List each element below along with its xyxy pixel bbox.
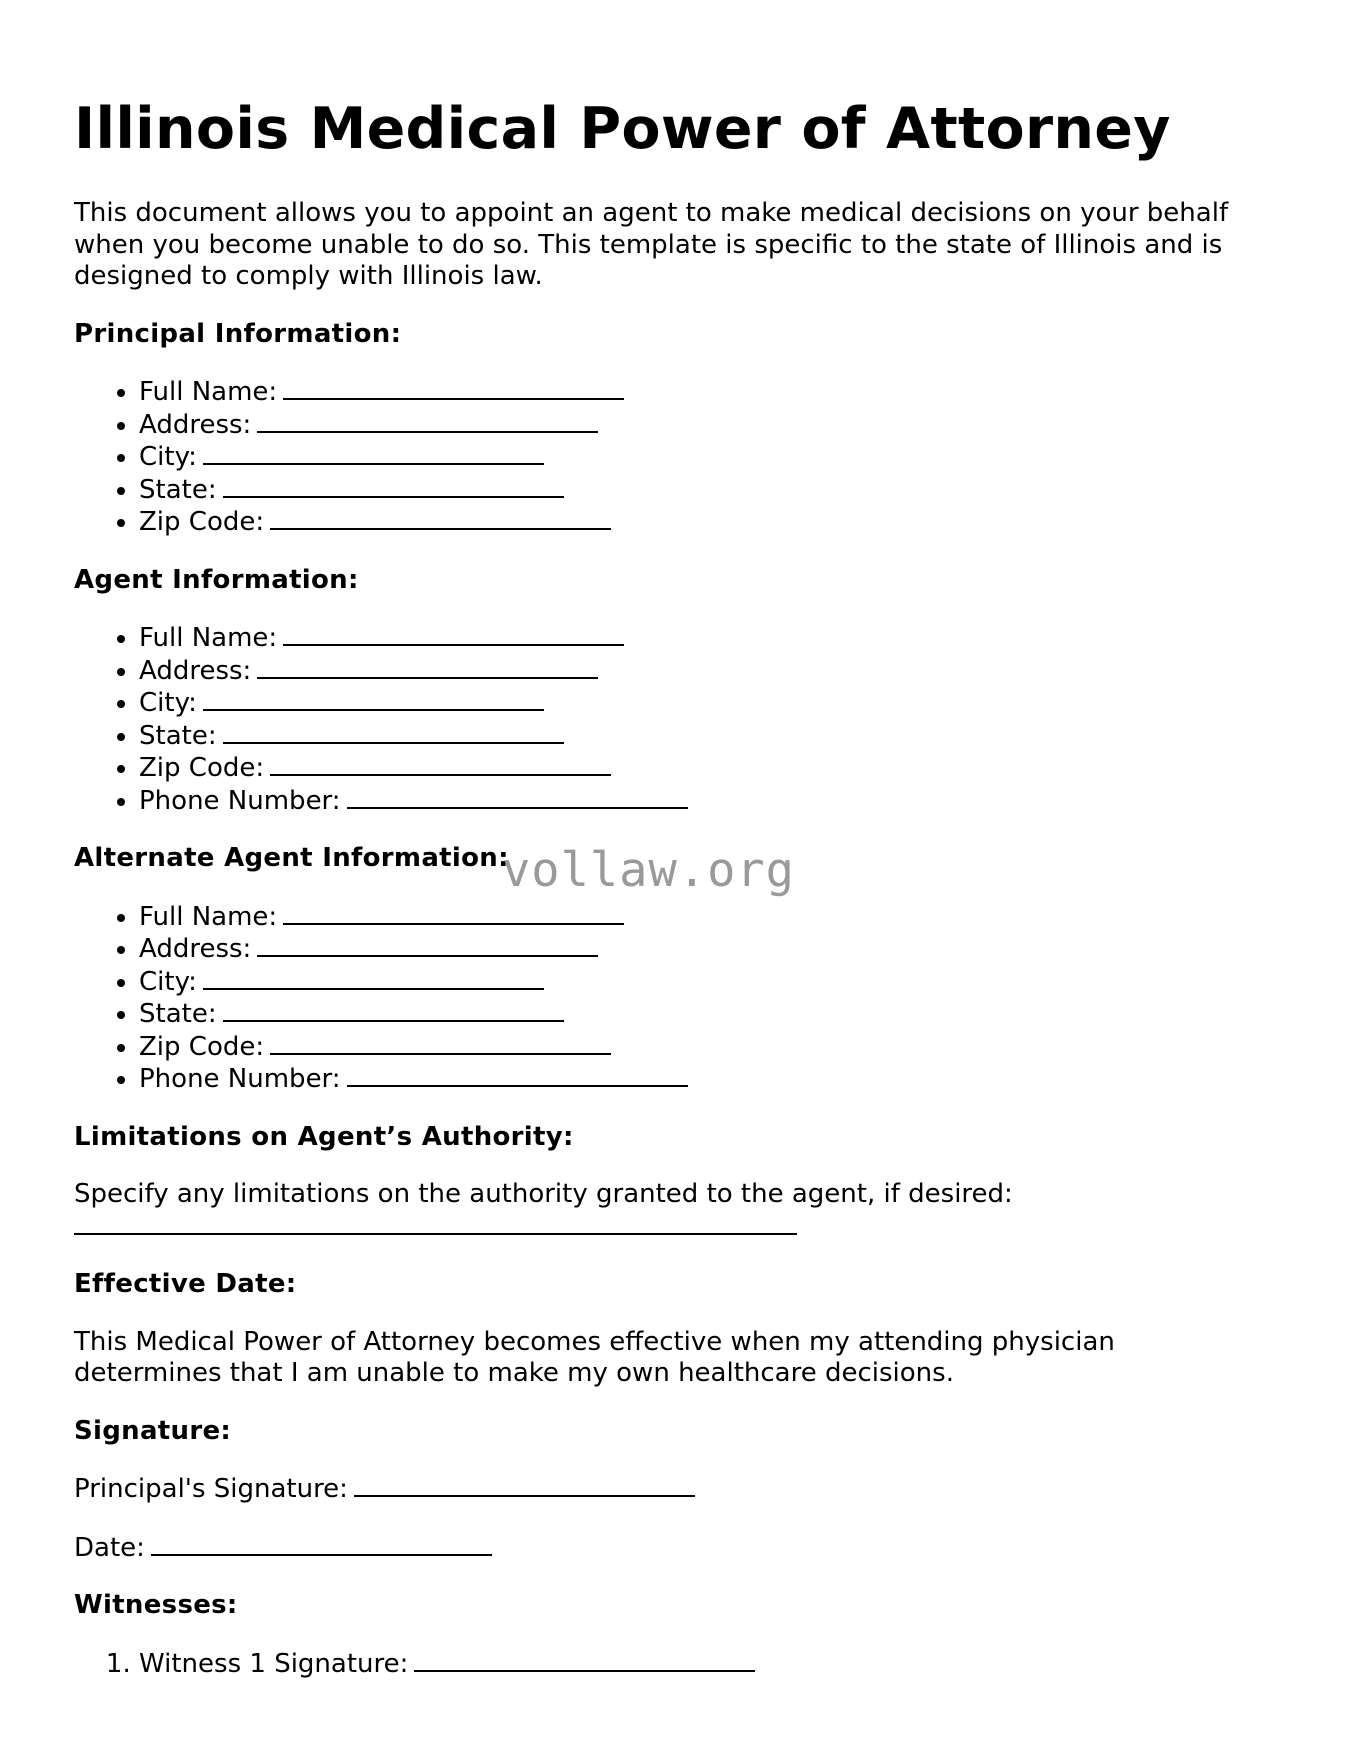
fill-line: [270, 506, 611, 530]
principal-full-name-field: • Full Name:: [139, 376, 1274, 409]
effective-date-heading: Effective Date:: [74, 1269, 297, 1299]
fill-line: [257, 655, 598, 679]
principal-address-field: • Address:: [139, 409, 1274, 442]
fill-line: [347, 1063, 688, 1087]
limitations-heading: Limitations on Agent’s Authority:: [74, 1121, 574, 1152]
agent-phone-field: • Phone Number:: [139, 785, 1274, 818]
fill-line: [347, 785, 688, 809]
principal-heading: Principal Information:: [74, 318, 402, 349]
fill-line: [257, 933, 598, 957]
fill-line: [203, 441, 544, 465]
fill-line: [270, 1031, 611, 1055]
witnesses-heading: Witnesses:: [74, 1590, 238, 1620]
fill-line: [203, 687, 544, 711]
principal-city-field: • City:: [139, 441, 1274, 474]
fill-line: [283, 901, 624, 925]
fill-line: [354, 1473, 695, 1497]
alternate-state-field: • State:: [139, 998, 1274, 1031]
principal-fields: [74, 376, 1274, 539]
agent-zip-field: • Zip Code:: [139, 752, 1274, 785]
fill-line: [283, 376, 624, 400]
fill-line: [203, 966, 544, 990]
effective-date-text: This Medical Power of Attorney becomes effective when my attending physician determines that I am unable to make my own healthcare decisions.: [74, 1326, 1115, 1388]
alternate-city-field: • City:: [139, 966, 1274, 999]
alternate-full-name-field: • Full Name:: [139, 901, 1274, 934]
alternate-phone-field: • Phone Number:: [139, 1063, 1274, 1096]
agent-city-field: • City:: [139, 687, 1274, 720]
fill-line: [74, 1211, 797, 1235]
fill-line: [223, 998, 564, 1022]
signature-heading: Signature:: [74, 1415, 232, 1446]
agent-full-name-field: • Full Name:: [139, 622, 1274, 655]
alternate-agent-heading: Alternate Agent Information:: [74, 843, 509, 873]
agent-state-field: • State:: [139, 720, 1274, 753]
fill-line: [151, 1532, 492, 1556]
limitations-text: Specify any limitations on the authority granted to the agent, if desired:: [74, 1179, 1274, 1243]
signature-date-line: Date:: [74, 1532, 1274, 1565]
alternate-zip-field: • Zip Code:: [139, 1031, 1274, 1064]
witness-list: [74, 1648, 1274, 1681]
principal-signature-line: Principal's Signature:: [74, 1473, 1274, 1506]
agent-fields: [74, 622, 1274, 817]
fill-line: [283, 622, 624, 646]
document-title: Illinois Medical Power of Attorney: [74, 96, 1171, 162]
alternate-agent-fields: [74, 901, 1274, 1096]
agent-heading: Agent Information:: [74, 564, 359, 595]
fill-line: [223, 474, 564, 498]
principal-zip-field: • Zip Code:: [139, 506, 1274, 539]
witness-1-signature-field: 1. Witness 1 Signature:: [139, 1648, 1274, 1681]
fill-line: [223, 720, 564, 744]
fill-line: [257, 409, 598, 433]
principal-state-field: • State:: [139, 474, 1274, 507]
watermark: vollaw.org: [502, 843, 795, 898]
agent-address-field: • Address:: [139, 655, 1274, 688]
fill-line: [270, 752, 611, 776]
alternate-address-field: • Address:: [139, 933, 1274, 966]
intro-paragraph: This document allows you to appoint an agent to make medical decisions on your behalf when you become unable to do so. This template is specific to the state of Illinois and is designed to comply with Illinois law.: [74, 198, 1229, 291]
fill-line: [414, 1648, 755, 1672]
